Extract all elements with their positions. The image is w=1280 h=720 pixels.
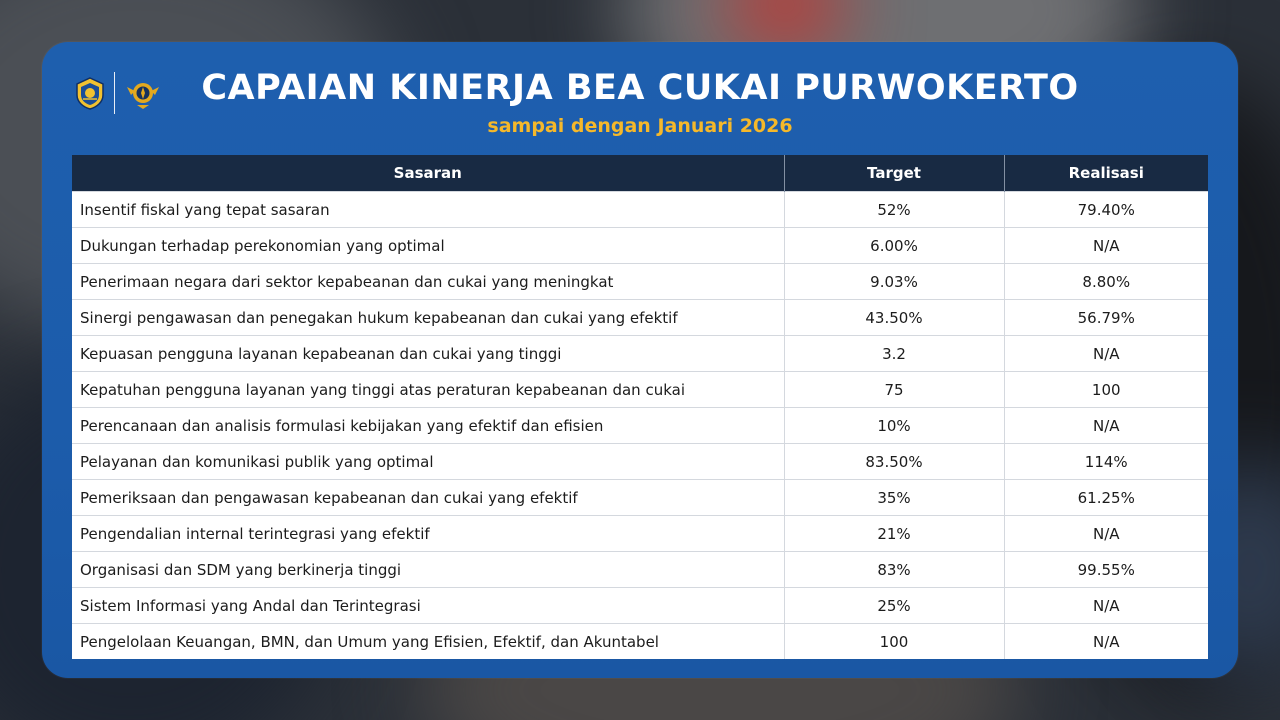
cell-sasaran: Insentif fiskal yang tepat sasaran xyxy=(72,192,784,228)
cell-realisasi: 99.55% xyxy=(1004,552,1208,588)
cell-sasaran: Pemeriksaan dan pengawasan kepabeanan dan cukai yang efektif xyxy=(72,480,784,516)
cell-realisasi: N/A xyxy=(1004,516,1208,552)
cell-sasaran: Pengelolaan Keuangan, BMN, dan Umum yang Efisien, Efektif, dan Akuntabel xyxy=(72,624,784,660)
cell-sasaran: Kepuasan pengguna layanan kepabeanan dan cukai yang tinggi xyxy=(72,336,784,372)
cell-target: 6.00% xyxy=(784,228,1004,264)
table-header-row xyxy=(72,155,1208,192)
cell-target: 83% xyxy=(784,552,1004,588)
cell-sasaran: Sinergi pengawasan dan penegakan hukum kepabeanan dan cukai yang efektif xyxy=(72,300,784,336)
cell-realisasi: N/A xyxy=(1004,408,1208,444)
cell-realisasi: N/A xyxy=(1004,588,1208,624)
column-header-realisasi: Realisasi xyxy=(1004,155,1208,192)
table-row xyxy=(72,264,1208,300)
cell-target: 9.03% xyxy=(784,264,1004,300)
cell-sasaran: Pengendalian internal terintegrasi yang efektif xyxy=(72,516,784,552)
cell-target: 83.50% xyxy=(784,444,1004,480)
cell-sasaran: Organisasi dan SDM yang berkinerja tinggi xyxy=(72,552,784,588)
cell-realisasi: 79.40% xyxy=(1004,192,1208,228)
cell-realisasi: 8.80% xyxy=(1004,264,1208,300)
cell-realisasi: 56.79% xyxy=(1004,300,1208,336)
cell-realisasi: N/A xyxy=(1004,228,1208,264)
table-row xyxy=(72,300,1208,336)
table-row xyxy=(72,228,1208,264)
cell-sasaran: Sistem Informasi yang Andal dan Terintegrasi xyxy=(72,588,784,624)
table-row xyxy=(72,588,1208,624)
page-title: CAPAIAN KINERJA BEA CUKAI PURWOKERTO xyxy=(201,68,1079,108)
cell-target: 75 xyxy=(784,372,1004,408)
table-row xyxy=(72,408,1208,444)
cell-realisasi: N/A xyxy=(1004,624,1208,660)
cell-realisasi: 114% xyxy=(1004,444,1208,480)
cell-target: 3.2 xyxy=(784,336,1004,372)
table-row xyxy=(72,372,1208,408)
cell-sasaran: Pelayanan dan komunikasi publik yang optimal xyxy=(72,444,784,480)
table-row xyxy=(72,192,1208,228)
cell-target: 35% xyxy=(784,480,1004,516)
cell-target: 43.50% xyxy=(784,300,1004,336)
cell-realisasi: 100 xyxy=(1004,372,1208,408)
cell-target: 52% xyxy=(784,192,1004,228)
cell-sasaran: Dukungan terhadap perekonomian yang optimal xyxy=(72,228,784,264)
column-header-target: Target xyxy=(784,155,1004,192)
page-subtitle: sampai dengan Januari 2026 xyxy=(487,115,793,137)
cell-realisasi: N/A xyxy=(1004,336,1208,372)
table-row xyxy=(72,552,1208,588)
table-row xyxy=(72,624,1208,660)
cell-target: 21% xyxy=(784,516,1004,552)
cell-sasaran: Kepatuhan pengguna layanan yang tinggi atas peraturan kepabeanan dan cukai xyxy=(72,372,784,408)
cell-target: 25% xyxy=(784,588,1004,624)
performance-table xyxy=(72,155,1208,659)
cell-sasaran: Penerimaan negara dari sektor kepabeanan dan cukai yang meningkat xyxy=(72,264,784,300)
table-row xyxy=(72,516,1208,552)
column-header-sasaran: Sasaran xyxy=(72,155,784,192)
cell-target: 10% xyxy=(784,408,1004,444)
table-row xyxy=(72,480,1208,516)
cell-realisasi: 61.25% xyxy=(1004,480,1208,516)
cell-target: 100 xyxy=(784,624,1004,660)
table-row xyxy=(72,336,1208,372)
table-row xyxy=(72,444,1208,480)
cell-sasaran: Perencanaan dan analisis formulasi kebijakan yang efektif dan efisien xyxy=(72,408,784,444)
